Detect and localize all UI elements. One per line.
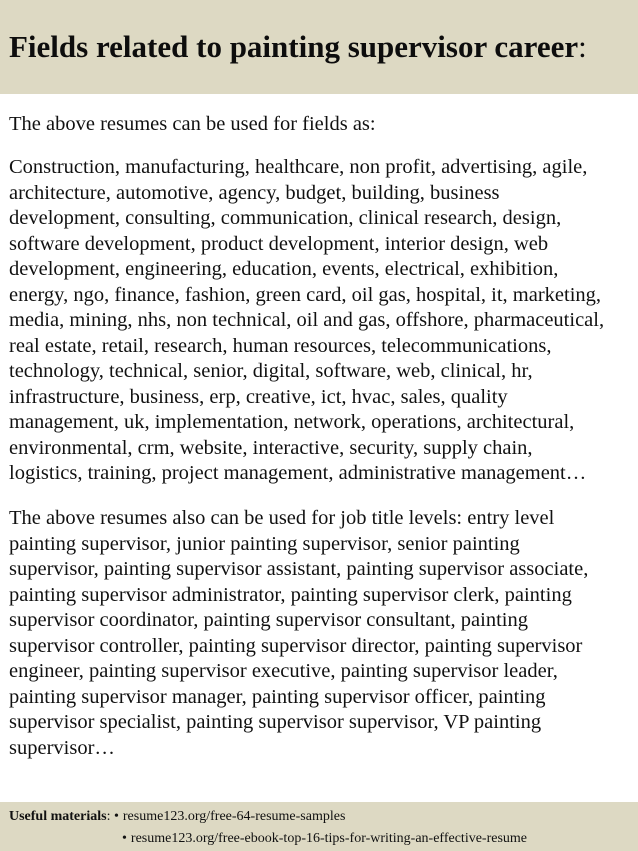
fields-line: management, uk, implementation, network, operations, architectural, [9,411,575,433]
page-title-text: Fields related to painting supervisor career [9,29,579,64]
fields-line: energy, ngo, finance, fashion, green card, oil gas, hospital, it, marketing, [9,283,602,306]
job-titles-line: supervisor coordinator, painting supervisor consultant, painting [9,609,528,631]
fields-line: technology, technical, senior, digital, software, web, clinical, hr, [9,360,533,382]
fields-line: software development, product development, interior design, web [9,232,549,255]
fields-paragraph [9,155,633,487]
fields-line: media, mining, nhs, non technical, oil and gas, offshore, pharmaceutical, [9,309,605,331]
header-band [0,0,638,94]
job-titles-line: engineer, painting supervisor executive, painting supervisor leader, [9,660,558,682]
job-titles-line: supervisor, painting supervisor assistant, painting supervisor associate, [9,558,589,580]
label-separator: : [106,809,114,824]
intro-text: The above resumes can be used for fields as: [9,113,376,135]
fields-line: development, consulting, communication, clinical research, design, [9,207,562,229]
job-titles-line: The above resumes also can be used for job title levels: entry level [9,507,555,529]
fields-line: logistics, training, project management, administrative management… [9,462,587,484]
link-resume-samples[interactable]: resume123.org/free-64-resume-samples [122,809,346,824]
fields-line: Construction, manufacturing, healthcare, non profit, advertising, agile, [9,156,588,178]
fields-line: infrastructure, business, erp, creative, ict, hvac, sales, quality [9,385,508,408]
fields-line: architecture, automotive, agency, budget, building, business [9,181,500,204]
job-titles-line: supervisor… [9,736,115,759]
bullet-icon: • [113,809,119,824]
fields-line: development, engineering, education, events, electrical, exhibition, [9,258,559,280]
job-titles-line: painting supervisor, junior painting supervisor, senior painting [9,532,520,555]
footer-row [9,808,345,825]
footer-band [0,802,638,851]
page-title-colon: : [578,29,587,64]
job-titles-paragraph [9,506,633,761]
useful-materials-label: Useful materials [9,809,107,824]
job-titles-line: supervisor controller, painting supervisor director, painting supervisor [9,634,583,657]
footer-row [122,830,527,847]
bullet-icon: • [122,831,127,846]
fields-line: environmental, crm, website, interactive, security, supply chain, [9,436,533,459]
job-titles-line: painting supervisor administrator, painting supervisor clerk, painting [9,583,572,606]
link-ebook-tips[interactable]: resume123.org/free-ebook-top-16-tips-for-writing-an-effective-resume [130,831,528,846]
job-titles-line: painting supervisor manager, painting supervisor officer, painting [9,685,546,708]
page-title [9,28,587,66]
job-titles-line: supervisor specialist, painting supervisor supervisor, VP painting [9,711,542,733]
fields-line: real estate, retail, research, human resources, telecommunications, [9,334,552,357]
